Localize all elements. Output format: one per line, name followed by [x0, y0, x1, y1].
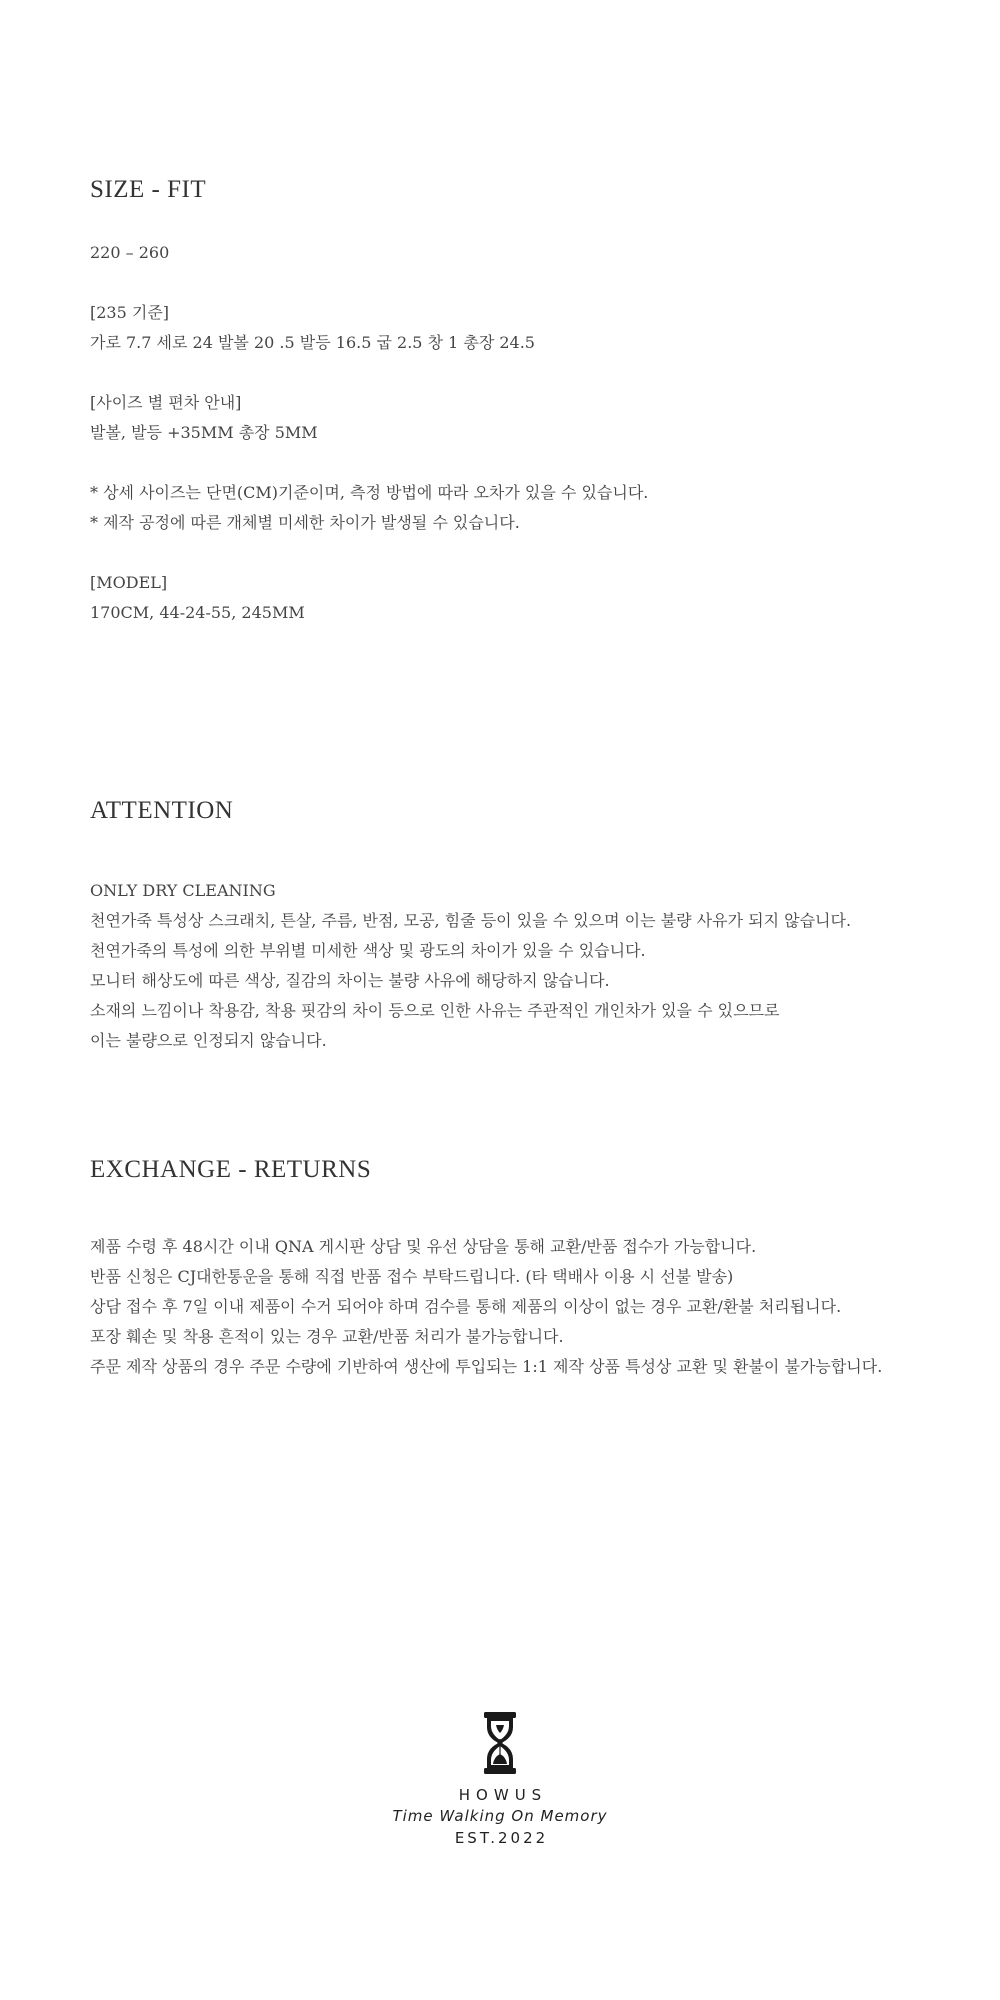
exchange-line: 포장 훼손 및 착용 흔적이 있는 경우 교환/반품 처리가 불가능합니다.: [90, 1327, 564, 1346]
brand-tagline: Time Walking On Memory: [392, 1807, 608, 1825]
hourglass-icon: [483, 1711, 517, 1775]
attention-text: [90, 876, 950, 1056]
size-fit-heading: SIZE - FIT: [90, 176, 207, 203]
size-fit-details: [90, 238, 950, 628]
attention-line: 천연가죽 특성상 스크래치, 튼살, 주름, 반점, 모공, 힘줄 등이 있을 수 있으며 이는 불량 사유가 되지 않습니다.: [90, 911, 852, 930]
attention-line: 모니터 해상도에 따른 색상, 질감의 차이는 불량 사유에 해당하지 않습니다.: [90, 971, 610, 990]
exchange-line: 상담 접수 후 7일 이내 제품이 수거 되어야 하며 검수를 통해 제품의 이상이 없는 경우 교환/환불 처리됩니다.: [90, 1297, 842, 1316]
attention-line: 천연가죽의 특성에 의한 부위별 미세한 색상 및 광도의 차이가 있을 수 있습니다.: [90, 941, 646, 960]
size-note: * 상세 사이즈는 단면(CM)기준이며, 측정 방법에 따라 오차가 있을 수 있습니다.: [90, 483, 649, 502]
deviation-values: 발볼, 발등 +35MM 총장 5MM: [90, 423, 318, 442]
brand-footer: [0, 1711, 1000, 1849]
basis-values: 가로 7.7 세로 24 발볼 20 .5 발등 16.5 굽 2.5 창 1 총장 24.5: [90, 333, 535, 352]
size-range: 220 – 260: [90, 243, 170, 262]
size-note: * 제작 공정에 따른 개체별 미세한 차이가 발생될 수 있습니다.: [90, 513, 520, 532]
exchange-returns-text: [90, 1232, 950, 1382]
size-fit-section: [90, 175, 950, 628]
exchange-returns-heading: EXCHANGE - RETURNS: [90, 1156, 372, 1183]
attention-line: 소재의 느낌이나 착용감, 착용 핏감의 차이 등으로 인한 사유는 주관적인 개인차가 있을 수 있으므로: [90, 1001, 780, 1020]
attention-section: [90, 796, 950, 1056]
attention-line: ONLY DRY CLEANING: [90, 881, 276, 900]
exchange-line: 제품 수령 후 48시간 이내 QNA 게시판 상담 및 유선 상담을 통해 교환/반품 접수가 가능합니다.: [90, 1237, 757, 1256]
exchange-line: 반품 신청은 CJ대한통운을 통해 직접 반품 접수 부탁드립니다. (타 택배사 이용 시 선불 발송): [90, 1267, 734, 1286]
brand-established: EST.2022: [454, 1829, 549, 1847]
attention-line: 이는 불량으로 인정되지 않습니다.: [90, 1031, 327, 1050]
deviation-label: [사이즈 별 편차 안내]: [90, 393, 242, 412]
model-values: 170CM, 44-24-55, 245MM: [90, 603, 305, 622]
brand-name: HOWUS: [458, 1786, 548, 1804]
exchange-line: 주문 제작 상품의 경우 주문 수량에 기반하여 생산에 투입되는 1:1 제작 상품 특성상 교환 및 환불이 불가능합니다.: [90, 1357, 883, 1376]
basis-label: [235 기준]: [90, 303, 170, 322]
attention-heading: ATTENTION: [90, 797, 234, 824]
model-label: [MODEL]: [90, 573, 168, 592]
exchange-returns-section: [90, 1155, 950, 1382]
